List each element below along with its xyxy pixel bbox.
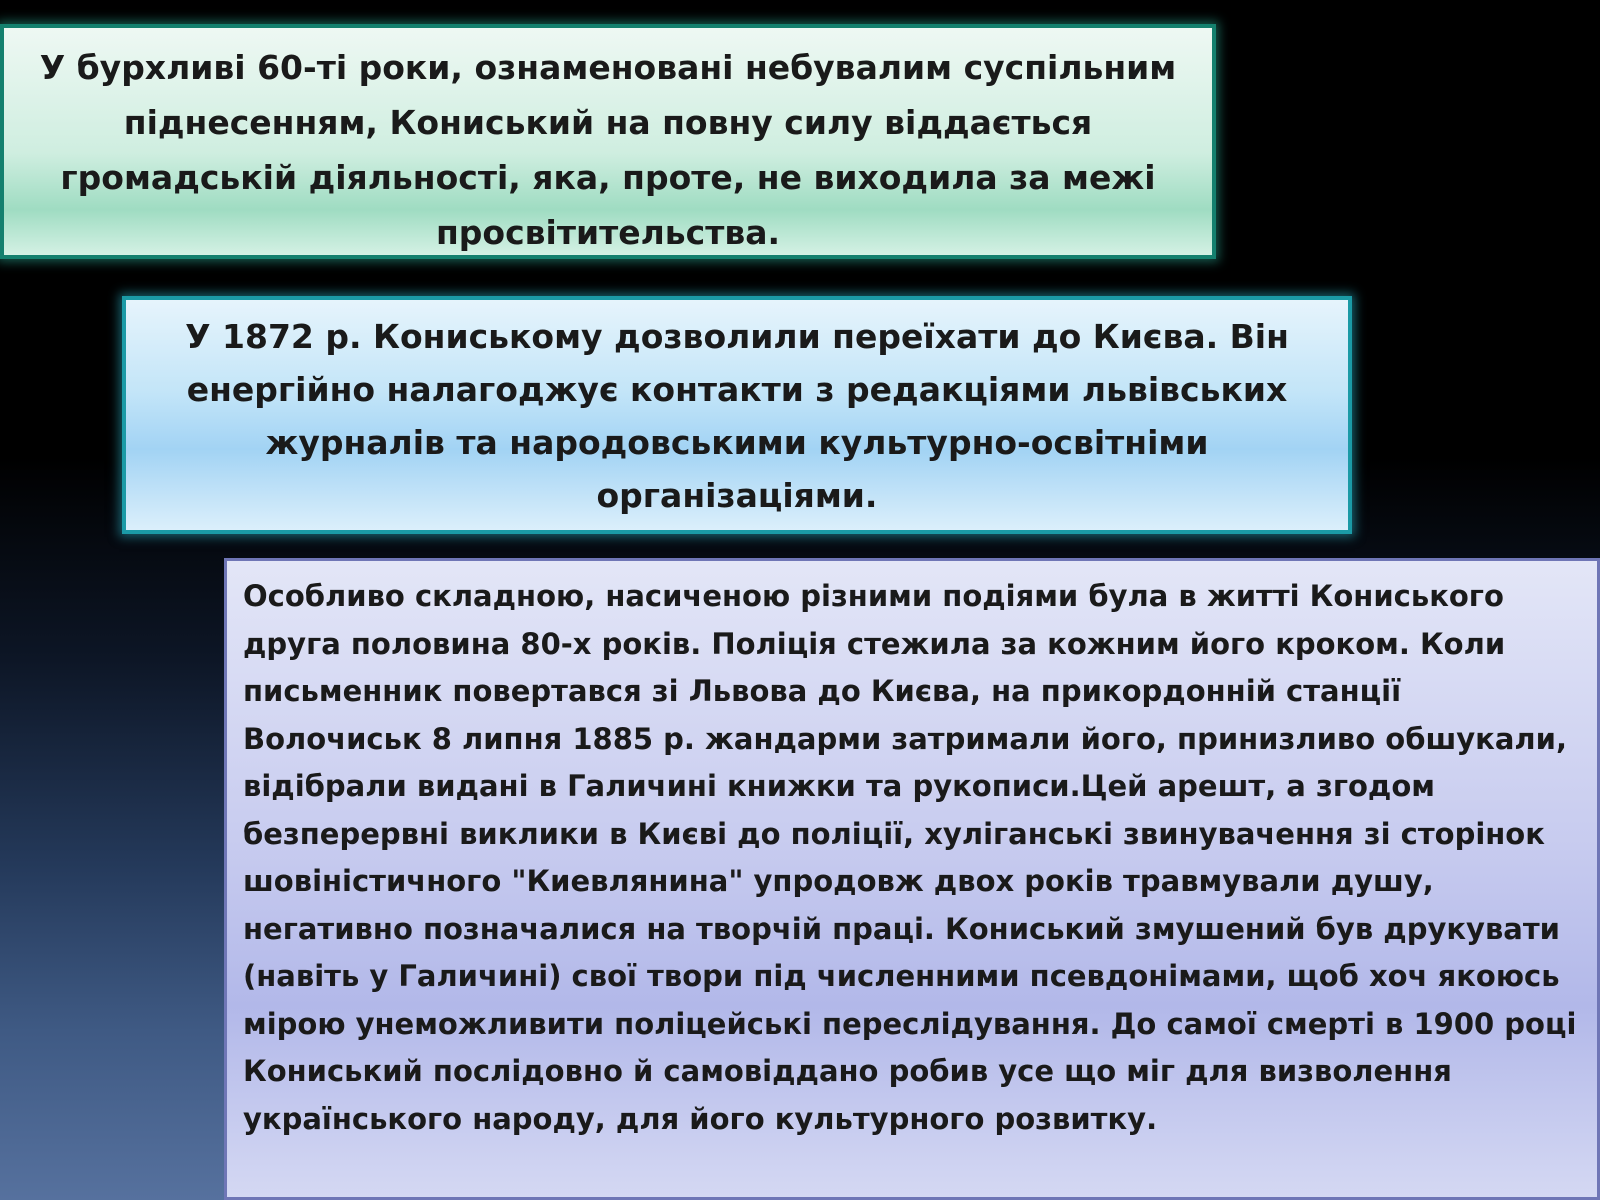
text-box-eighties — [224, 558, 1600, 1200]
text-box-sixties-text: У бурхливі 60-ті роки, ознаменовані небувалим суспільним піднесенням, Кониський на повну силу віддається громадській діяльності, яка, проте, не виходила за межі просвітительства. — [39, 48, 1177, 252]
text-box-eighties-text: Особливо складною, насиченою різними подіями була в житті Кониського друга половина 80-х років. Поліція стежила за кожним його кроком. Коли письменник повертався зі Львова до Києва, на прикордонній станції Волочиськ 8 липня 1885 р. жандарми затримали його, принизливо обшукали, відібрали видані в Галичині книжки та рукописи.Цей арешт, а згодом безперервні виклики в Києві до поліції, хуліганські звинувачення зі сторінок шовіністичного "Киевлянина" упродовж двох років травмували душу, негативно позначалися на творчій праці. Кониський змушений був друкувати (навіть у Галичині) свої твори під численними псевдонімами, щоб хоч якоюсь мірою унеможливити поліцейські переслідування. До самої смерті в 1900 році Кониський послідовно й самовіддано робив усе що міг для визволення українського народу, для його культурного розвитку. — [243, 579, 1577, 1136]
text-box-kyiv-1872 — [122, 296, 1352, 534]
text-box-sixties — [0, 24, 1216, 259]
text-box-kyiv-1872-text: У 1872 р. Кониському дозволили переїхати до Києва. Він енергійно налагоджує контакти з редакціями львівських журналів та народовськими культурно-освітніми організаціями. — [185, 317, 1289, 515]
